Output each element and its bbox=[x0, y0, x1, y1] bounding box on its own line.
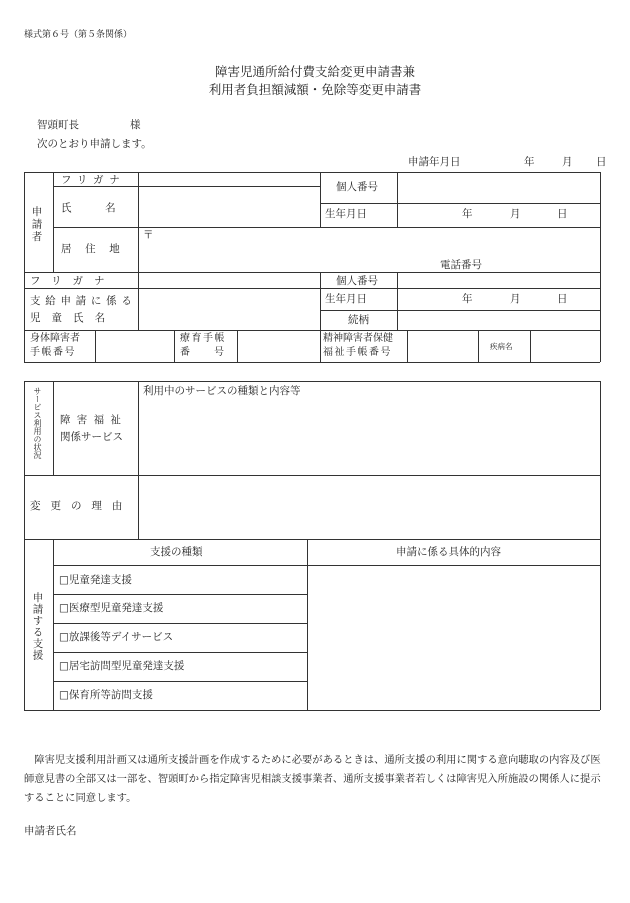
intro-text: 次のとおり申請します。 bbox=[37, 138, 152, 150]
addressee-honorific: 様 bbox=[130, 119, 141, 131]
date-year-label: 年 bbox=[524, 156, 535, 168]
child-birth-day: 日 bbox=[557, 293, 568, 305]
child-relationship-label: 続柄 bbox=[348, 314, 369, 326]
consent-paragraph: 障害児支援利用計画又は通所支援計画を作成するために必要があるときは、通所支援の利用に関する意向聴取の内容及び医師意見書の全部又は一部を、智頭町から指定障害児相談支援事業者、通所支援事業者若しくは障害児入所施設の関係人に提示することに同意します。 bbox=[24, 754, 601, 804]
child-personal-number-label: 個人番号 bbox=[336, 275, 378, 287]
current-service-content-label: 利用中のサービスの種類と内容等 bbox=[143, 385, 301, 397]
applicant-birth-year: 年 bbox=[462, 208, 473, 220]
support-type-header: 支援の種類 bbox=[150, 546, 203, 558]
change-reason-label: 変更の理由 bbox=[30, 500, 133, 512]
service-status-label: サービス利用の状況 bbox=[33, 387, 42, 459]
welfare-service-label-2: 関係サービス bbox=[60, 431, 123, 443]
applicant-section-label: 申請者 bbox=[30, 206, 43, 244]
date-day-label: 日 bbox=[596, 156, 607, 168]
mental-handbook-label-1: 精神障害者保健 bbox=[323, 333, 393, 344]
applicant-postal-mark: 〒 bbox=[143, 229, 154, 241]
applicant-birthdate-label: 生年月日 bbox=[325, 208, 367, 220]
applicant-address-label: 居住地 bbox=[61, 243, 134, 255]
rehab-handbook-label-2: 番号 bbox=[180, 347, 248, 358]
child-furigana-label: フリガナ bbox=[30, 275, 116, 287]
mental-handbook-label-2: 福祉手帳番号 bbox=[323, 347, 392, 358]
applicant-name-label: 氏名 bbox=[61, 202, 150, 214]
disease-name-label: 疾病名 bbox=[490, 342, 513, 351]
child-name-label-1: 支給申請に係る bbox=[30, 295, 137, 307]
rehab-handbook-label-1: 療育手帳 bbox=[180, 333, 226, 344]
support-section-label: 申請する支援 bbox=[31, 592, 44, 661]
applicant-phone-label: 電話番号 bbox=[440, 259, 482, 271]
applicant-birth-day: 日 bbox=[557, 208, 568, 220]
child-name-label-2: 児童氏名 bbox=[30, 312, 117, 324]
support-option-nursery-visit-support[interactable]: □保育所等訪問支援 bbox=[59, 689, 153, 701]
support-detail-header: 申請に係る具体的内容 bbox=[396, 546, 501, 558]
addressee: 智頭町長 bbox=[37, 119, 79, 131]
physical-handbook-label-1: 身体障害者 bbox=[30, 333, 80, 344]
form-title-line-2: 利用者負担額減額・免除等変更申請書 bbox=[208, 82, 422, 97]
applicant-furigana-label: フリガナ bbox=[61, 174, 126, 186]
application-date-label: 申請年月日 bbox=[408, 156, 461, 168]
support-option-after-school-day-service[interactable]: □放課後等デイサービス bbox=[59, 631, 174, 643]
physical-handbook-label-2: 手帳番号 bbox=[30, 347, 76, 358]
date-month-label: 月 bbox=[562, 156, 573, 168]
welfare-service-label-1: 障害福祉 bbox=[60, 414, 128, 426]
support-option-home-visit-child-development[interactable]: □居宅訪問型児童発達支援 bbox=[59, 660, 185, 672]
child-birthdate-label: 生年月日 bbox=[325, 293, 367, 305]
child-birth-month: 月 bbox=[510, 293, 521, 305]
form-number: 様式第６号（第５条関係） bbox=[24, 30, 133, 40]
applicant-signature-label: 申請者氏名 bbox=[24, 825, 77, 837]
support-option-medical-child-development[interactable]: □医療型児童発達支援 bbox=[59, 602, 164, 614]
applicant-birth-month: 月 bbox=[510, 208, 521, 220]
form-title-line-1: 障害児通所給付費支給変更申請書兼 bbox=[214, 64, 415, 79]
child-birth-year: 年 bbox=[462, 293, 473, 305]
applicant-personal-number-label: 個人番号 bbox=[336, 181, 378, 193]
support-option-child-development[interactable]: □児童発達支援 bbox=[59, 574, 132, 586]
